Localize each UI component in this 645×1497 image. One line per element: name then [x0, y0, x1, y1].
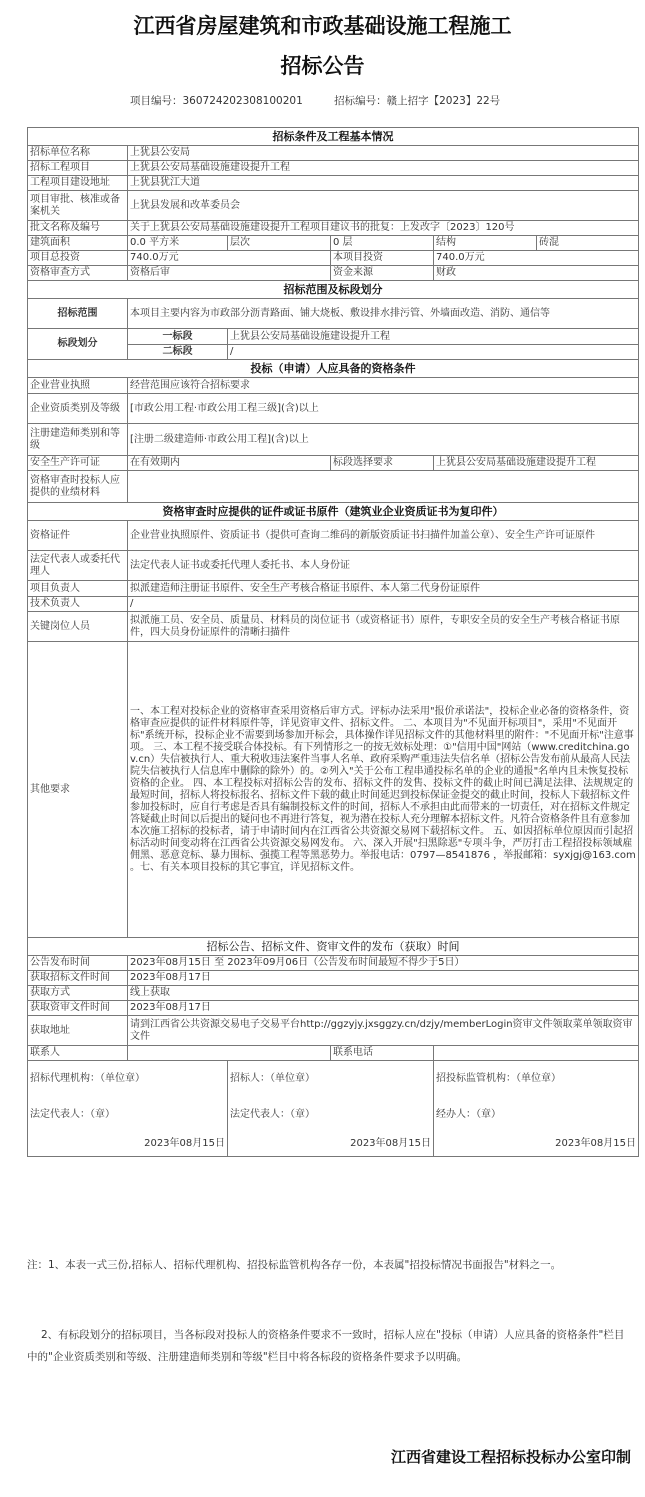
project-code: 项目编号：360724202308100201 — [130, 95, 303, 107]
floors-label: 层次 — [228, 236, 331, 251]
code-line — [130, 93, 528, 108]
lot-label: 标段划分 — [28, 329, 128, 360]
agency-seal: 招标代理机构：（单位章） — [28, 1061, 228, 1097]
get-review-label: 获取资审文件时间 — [28, 1001, 128, 1016]
scope-value: 本项目主要内容为市政部分沥青路面、铺大烧板、敷设排水排污管、外墙面改造、消防、通信等 — [128, 299, 639, 329]
tender-code: 招标编号：赣上招字【2023】22号 — [334, 95, 501, 107]
approval-value: 关于上犹县公安局基础设施建设提升工程项目建议书的批复：上发改字〔2023〕120号 — [128, 221, 639, 236]
project-value: 上犹县公安局基础设施建设提升工程 — [128, 161, 639, 176]
key-label: 关键岗位人员 — [28, 612, 128, 642]
total-invest-value: 740.0万元 — [128, 251, 331, 266]
grade-value: [市政公用工程·市政公用工程三级](含)以上 — [128, 394, 639, 424]
pm-label: 项目负责人 — [28, 581, 128, 597]
builder-label: 注册建造师类别和等级 — [28, 424, 128, 456]
sign-date-3: 2023年08月15日 — [434, 1133, 639, 1157]
section-documents-title: 资格审查时应提供的证件或证书原件（建筑业企业资质证书为复印件） — [28, 503, 639, 521]
location-value: 上犹县犹江大道 — [128, 176, 639, 191]
approver-label: 项目审批、核准或备案机关 — [28, 191, 128, 221]
perf-value — [128, 471, 639, 503]
total-invest-label: 项目总投资 — [28, 251, 128, 266]
approver-value: 上犹县发展和改革委员会 — [128, 191, 639, 221]
perf-label: 资格审查时投标人应提供的业绩材料 — [28, 471, 128, 503]
tenderer-value: 上犹县公安局 — [128, 146, 639, 161]
handler-seal: 经办人：（章） — [434, 1097, 639, 1133]
location-label: 工程项目建设地址 — [28, 176, 128, 191]
printer-imprint: 江西省建设工程招标投标办公室印制 — [390, 1448, 631, 1466]
area-value: 0.0 平方米 — [128, 236, 228, 251]
method-label: 获取方式 — [28, 986, 128, 1001]
safety-value: 在有效期内 — [128, 456, 331, 471]
supervisor-seal: 招投标监管机构：（单位章） — [434, 1061, 639, 1097]
area-label: 建筑面积 — [28, 236, 128, 251]
publish-label: 公告发布时间 — [28, 956, 128, 971]
lot1-value: 上犹县公安局基础设施建设提升工程 — [228, 329, 639, 345]
section-times-title: 招标公告、招标文件、资审文件的发布（获取）时间 — [28, 938, 639, 956]
publish-value: 2023年08月15日 至 2023年09月06日（公告发布时间最短不得少于5日） — [128, 956, 639, 971]
notice-title-line1: 江西省房屋建筑和市政基础设施工程施工 — [133, 13, 512, 38]
other-label: 其他要求 — [28, 642, 128, 938]
rep-label: 法定代表人或委托代理人 — [28, 551, 128, 581]
license-label: 企业营业执照 — [28, 378, 128, 394]
lot2-value: / — [228, 345, 639, 360]
legal-rep-seal-1: 法定代表人：（章） — [28, 1097, 228, 1133]
pm-value: 拟派建造师注册证书原件、安全生产考核合格证书原件、本人第二代身份证原件 — [128, 581, 639, 597]
project-label: 招标工程项目 — [28, 161, 128, 176]
notice-table — [27, 127, 639, 1157]
get-doc-value: 2023年08月17日 — [128, 971, 639, 986]
tech-value: / — [128, 597, 639, 612]
review-label: 资格审查方式 — [28, 266, 128, 281]
method-value: 线上获取 — [128, 986, 639, 1001]
fund-value: 财政 — [434, 266, 639, 281]
lot-select-value: 上犹县公安局基础设施建设提升工程 — [434, 456, 639, 471]
tenderer-label: 招标单位名称 — [28, 146, 128, 161]
contact-label: 联系人 — [28, 1046, 128, 1061]
section-scope-title: 招标范围及标段划分 — [28, 281, 639, 299]
this-invest-value: 740.0万元 — [434, 251, 639, 266]
other-value: 一、本工程对投标企业的资格审查采用资格后审方式。评标办法采用"报价承诺法"，投标企业必备的资格条件，资格审查应提供的证件材料原件等，详见资审文件、招标文件。 二、本项目为"不见面开标项目"，采用"不见面开标"系统开标，投标企业不需要到场参加开标会，具体操作详见招标文件的其他材料里的附件："不见面开标"注意事项。 三、本工程不接受联合体投标。有下列情形之一的按无效标处理：①"信用中国"网站（www.creditchina.gov.cn）失信被执行人、重大税收违法案件当事人名单、政府采购严重违法失信名单（招标公告发布前从最高人民法院失信被执行人信息库中删除的除外）的。②列入"关于公布工程串通投标名单的企业的通报"名单内且未恢复投标资格的企业。 四、本工程投标对招标公告的发布、招标文件的发售、投标文件的截止时间已满足法律、法规规定的最短时间，招标人将投标报名、招标文件下载的截止时间延迟到投标保证金提交的截止时间，投标人下载招标文件参加投标时，应自行考虑是否具有编制投标文件的时间，招标人不承担由此而带来的一切责任，对在招标文件规定答疑截止时间以后提出的疑问也不再进行答复，视为潜在投标人充分理解本招标文件。凡符合资格条件且有意参加本次施工招标的投标者，请于申请时间内在江西省公共资源交易网下载招标文件。 五、如因招标单位原因而引起招标活动时间变动将在江西省公共资源交易网发布。 六、深入开展"扫黑除恶"专项斗争，严厉打击工程招投标领域雇佣黑、恶意竞标、暴力围标、强揽工程等黑恶势力。举报电话：0797—8541876 ，举报邮箱：syxjgj@163.com 。七、有关本项目投标的其它事宜，详见招标文件。 — [128, 642, 639, 938]
floors-value: 0 层 — [331, 236, 434, 251]
license-value: 经营范围应该符合招标要求 — [128, 378, 639, 394]
safety-label: 安全生产许可证 — [28, 456, 128, 471]
footnote-2: 2、有标段划分的招标项目，当各标段对投标人的资格条件要求不一致时，招标人应在"投标（申请）人应具备的资格条件"栏目中的"企业资质类别和等级、注册建造师类别和等级"栏目中将各标段的资格条件要求予以明确。 — [27, 1329, 625, 1363]
tenderer-seal: 招标人：（单位章） — [228, 1061, 434, 1097]
phone-label: 联系电话 — [331, 1046, 434, 1061]
structure-label: 结构 — [434, 236, 537, 251]
fund-label: 资金来源 — [331, 266, 434, 281]
sign-date-2: 2023年08月15日 — [228, 1133, 434, 1157]
review-value: 资格后审 — [128, 266, 331, 281]
lot-select-label: 标段选择要求 — [331, 456, 434, 471]
phone-value — [434, 1046, 639, 1061]
tech-label: 技术负责人 — [28, 597, 128, 612]
place-label: 获取地址 — [28, 1016, 128, 1046]
footnote-1: 注：1、本表一式三份,招标人、招标代理机构、招投标监管机构各存一份，本表属"招投标情况书面报告"材料之一。 — [27, 1259, 562, 1271]
this-invest-label: 本项目投资 — [331, 251, 434, 266]
builder-value: [注册二级建造师·市政公用工程](含)以上 — [128, 424, 639, 456]
get-doc-label: 获取招标文件时间 — [28, 971, 128, 986]
approval-label: 批文名称及编号 — [28, 221, 128, 236]
lot2-label: 二标段 — [128, 345, 228, 360]
contact-value — [128, 1046, 331, 1061]
get-review-value: 2023年08月17日 — [128, 1001, 639, 1016]
rep-value: 法定代表人证书或委托代理人委托书、本人身份证 — [128, 551, 639, 581]
structure-value: 砖混 — [537, 236, 639, 251]
cert-label: 资格证件 — [28, 521, 128, 551]
scope-label: 招标范围 — [28, 299, 128, 329]
place-value: 请到江西省公共资源交易电子交易平台http://ggzyjy.jxsggzy.cn/dzjy/memberLogin资审文件领取菜单领取资审文件 — [128, 1016, 639, 1046]
sign-date-1: 2023年08月15日 — [28, 1133, 228, 1157]
section-conditions-title: 招标条件及工程基本情况 — [28, 128, 639, 146]
legal-rep-seal-2: 法定代表人：（章） — [228, 1097, 434, 1133]
grade-label: 企业资质类别及等级 — [28, 394, 128, 424]
cert-value: 企业营业执照原件、资质证书（提供可查询二维码的新版资质证书扫描件加盖公章）、安全生产许可证原件 — [128, 521, 639, 551]
key-value: 拟派施工员、安全员、质量员、材料员的岗位证书（或资格证书）原件，专职安全员的安全生产考核合格证书原件，四大员身份证原件的清晰扫描件 — [128, 612, 639, 642]
notice-title-line2: 招标公告 — [280, 53, 365, 78]
lot1-label: 一标段 — [128, 329, 228, 345]
section-qualification-title: 投标（申请）人应具备的资格条件 — [28, 360, 639, 378]
